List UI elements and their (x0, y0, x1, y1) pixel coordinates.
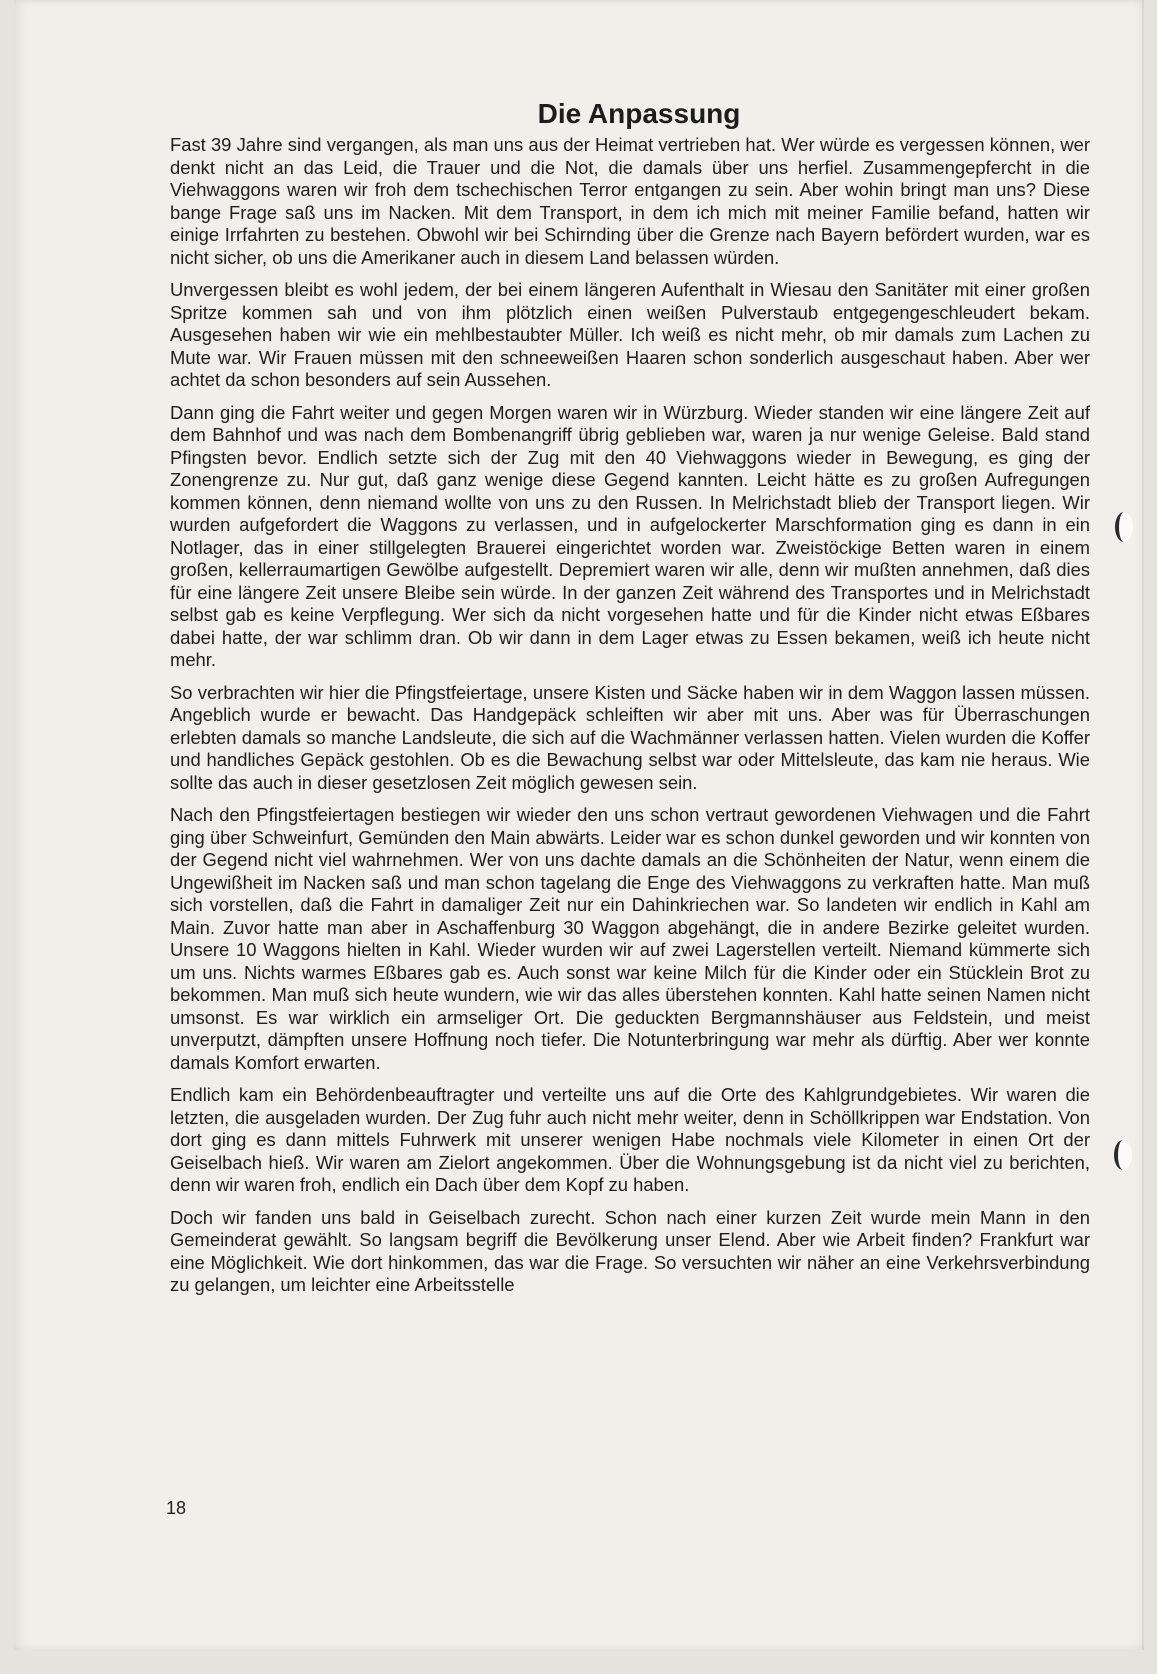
punch-hole-icon (1115, 512, 1133, 542)
page-edge-shadow (1142, 0, 1144, 1650)
punch-hole-icon (1114, 1140, 1132, 1170)
paragraph: Unvergessen bleibt es wohl jedem, der bei einem längeren Aufenthalt in Wiesau den Sanitäter mit einer großen Spritze kommen sah und von ihm plötzlich einen weißen Pulverstaub entgegengeschleudert bekam. Ausgesehen haben wir wie ein mehlbestaubter Müller. Ich weiß es nicht mehr, ob mir damals zum Lachen zu Mute war. Wir Frauen müssen mit den schneeweißen Haaren schon sonderlich ausgeschaut haben. Aber wer achtet da schon besonders auf sein Aussehen. (170, 279, 1090, 390)
page-title: Die Anpassung (537, 98, 741, 129)
paragraph: Doch wir fanden uns bald in Geiselbach zurecht. Schon nach einer kurzen Zeit wurde mein Mann in den Gemeinderat gewählt. So langsam begriff die Bevölkerung unser Elend. Aber wie Arbeit finden? Frankfurt war eine Möglichkeit. Wie dort hinkommen, das war die Frage. So versuchten wir näher an eine Verkehrsverbindung zu gelangen, um leichter eine Arbeitsstelle (170, 1206, 1090, 1295)
page-number: 18 (166, 1498, 187, 1518)
document-page (14, 0, 1144, 1650)
paragraph: Endlich kam ein Behördenbeauftragter und verteilte uns auf die Orte des Kahlgrundgebietes. Wir waren die letzten, die ausgeladen wurden. Der Zug fuhr auch nicht mehr weiter, denn in Schöllkrippen war Endstation. Von dort ging es dann mittels Fuhrwerk mit unserer wenigen Habe nochmals viele Kilometer in einen Ort der Geiselbach hieß. Wir waren am Zielort angekommen. Über die Wohnungsgebung ist da nicht viel zu berichten, denn wir waren froh, endlich ein Dach über dem Kopf zu haben. (170, 1084, 1090, 1195)
paragraph: Nach den Pfingstfeiertagen bestiegen wir wieder den uns schon vertraut gewordenen Viehwagen und die Fahrt ging über Schweinfurt, Gemünden den Main abwärts. Leider war es schon dunkel geworden und wir konnten von der Gegend nicht viel wahrnehmen. Wer von uns dachte damals an die Schönheiten der Natur, wenn einem die Ungewißheit im Nacken saß und man schon tagelang die Enge des Viehwaggons zu verkraften hatte. Man muß sich vorstellen, daß die Fahrt in damaliger Zeit nur ein Dahinkriechen war. So landeten wir endlich in Kahl am Main. Zuvor hatte man aber in Aschaffenburg 30 Waggon abgehängt, die in andere Bezirke geleitet wurden. Unsere 10 Waggons hielten in Kahl. Wieder wurden wir auf zwei Lagerstellen verteilt. Niemand kümmerte sich um uns. Nichts warmes Eßbares gab es. Auch sonst war keine Milch für die Kinder oder ein Stücklein Brot zu bekommen. Man muß sich heute wundern, wie wir das alles überstehen konnten. Kahl hatte seinen Namen nicht umsonst. Es war wirklich ein armseliger Ort. Die geduckten Bergmannshäuser aus Feldstein, und meist unverputzt, dämpften unsere Hoffnung noch tiefer. Die Notunterbringung war mehr als dürftig. Aber wer konnte damals Komfort erwarten. (170, 804, 1090, 1073)
paragraph: So verbrachten wir hier die Pfingstfeiertage, unsere Kisten und Säcke haben wir in dem Waggon lassen müssen. Angeblich wurde er bewacht. Das Handgepäck schleiften wir aber mit uns. Aber was für Überraschungen erlebten damals so manche Landsleute, die sich auf die Wachmänner verlassen hatten. Vielen wurden die Koffer und handliches Gepäck gestohlen. Ob es die Bewachung selbst war oder Mittelsleute, das kam nie heraus. Wie sollte das auch in dieser gesetzlosen Zeit möglich gewesen sein. (170, 681, 1090, 793)
article-body (170, 134, 1090, 1307)
paragraph: Fast 39 Jahre sind vergangen, als man uns aus der Heimat vertrieben hat. Wer würde es vergessen können, wer denkt nicht an das Leid, die Trauer und die Not, die damals über uns herfiel. Zusammengepfercht in die Viehwaggons waren wir froh dem tschechischen Terror entgangen zu sein. Aber wohin bringt man uns? Diese bange Frage saß uns im Nacken. Mit dem Transport, in dem ich mich mit meiner Familie befand, hatten wir einige Irrfahrten zu bestehen. Obwohl wir bei Schirnding über die Grenze nach Bayern befördert wurden, war es nicht sicher, ob uns die Amerikaner auch in diesem Land belassen würden. (170, 134, 1090, 268)
paragraph: Dann ging die Fahrt weiter und gegen Morgen waren wir in Würzburg. Wieder standen wir eine längere Zeit auf dem Bahnhof und was nach dem Bombenangriff übrig geblieben war, waren ja nur wenige Geleise. Bald stand Pfingsten bevor. Endlich setzte sich der Zug mit den 40 Viehwaggons wieder in Bewegung, es ging der Zonengrenze zu. Nur gut, daß ganz wenige diese Gegend kannten. Leicht hätte es zu großen Aufregungen kommen können, denn niemand wollte von uns zu den Russen. In Melrichstadt blieb der Transport liegen. Wir wurden aufgefordert die Waggons zu verlassen, und in aufgelockerter Marschformation ging es dann in ein Notlager, das in einer stillgelegten Brauerei eingerichtet worden war. Zweistöckige Betten waren in einem großen, kellerraumartigen Gewölbe aufgestellt. Depremiert waren wir alle, denn wir mußten annehmen, daß dies für eine längere Zeit unsere Bleibe sein würde. In der ganzen Zeit während des Transportes und in Melrichstadt selbst gab es keine Verpflegung. Wer sich da nicht vorgesehen hatte und für die Kinder nicht etwas Eßbares dabei hatte, der war schlimm dran. Ob wir dann in dem Lager etwas zu Essen bekamen, weiß ich heute nicht mehr. (170, 401, 1090, 670)
